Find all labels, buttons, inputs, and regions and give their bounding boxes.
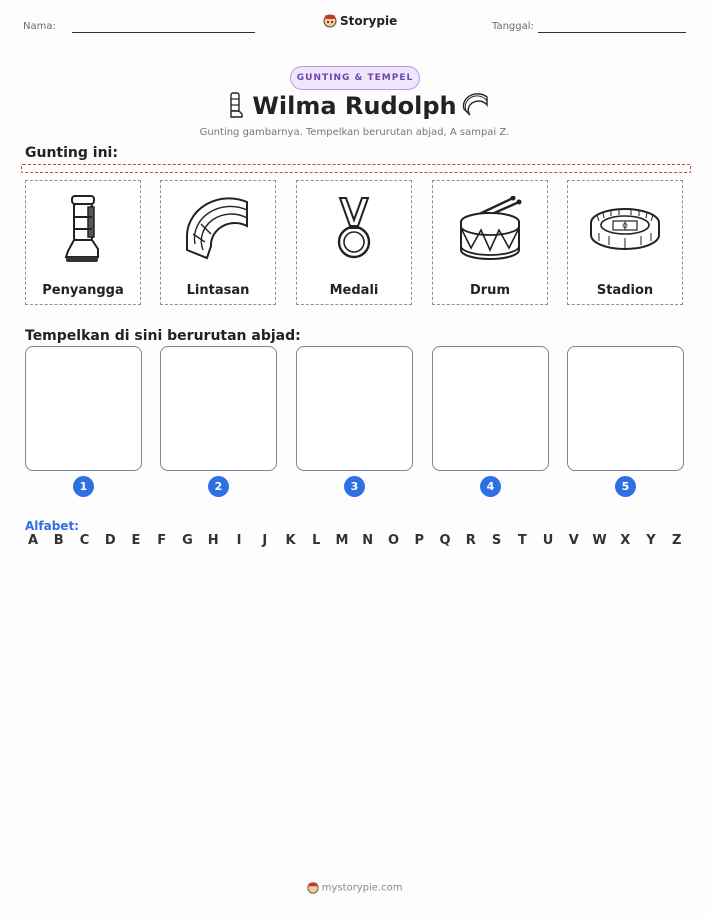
storypie-mascot-icon — [307, 882, 319, 894]
cut-card-stadion[interactable] — [567, 180, 683, 305]
alphabet-letter: O — [387, 533, 400, 548]
alphabet-letter: S — [491, 533, 502, 548]
alphabet-letter: A — [27, 533, 39, 548]
alphabet-letter: K — [285, 533, 296, 548]
paste-slot-1[interactable] — [25, 346, 142, 471]
paste-section-label: Tempelkan di sini berurutan abjad: — [25, 328, 301, 344]
alphabet-letter: V — [568, 533, 579, 548]
slot-number-5: 5 — [615, 476, 636, 497]
alphabet-letter: M — [335, 533, 349, 548]
card-label: Stadion — [596, 283, 654, 298]
alphabet-label: Alfabet: — [25, 519, 79, 533]
medal-icon — [334, 194, 374, 264]
card-label: Penyangga — [42, 283, 124, 298]
alphabet-letter: P — [414, 533, 425, 548]
slot-number-3: 3 — [344, 476, 365, 497]
date-line[interactable] — [538, 32, 686, 33]
alphabet-letter: J — [262, 533, 268, 548]
brand-name: Storypie — [340, 14, 398, 28]
brand-logo — [323, 14, 397, 28]
cut-line — [21, 164, 691, 173]
card-label: Drum — [469, 283, 510, 298]
alphabet-letter: C — [79, 533, 90, 548]
stadium-icon — [589, 201, 661, 257]
paste-slot-4[interactable] — [432, 346, 549, 471]
cut-card-drum[interactable] — [432, 180, 548, 305]
storypie-mascot-icon — [323, 14, 337, 28]
cut-card-lintasan[interactable] — [160, 180, 276, 305]
slot-number-4: 4 — [480, 476, 501, 497]
alphabet-letter: Q — [439, 533, 451, 548]
cut-section-label: Gunting ini: — [25, 145, 118, 161]
alphabet-letter: U — [542, 533, 554, 548]
footer-url[interactable]: mystorypie.com — [321, 882, 403, 894]
cut-card-penyangga[interactable] — [25, 180, 141, 305]
card-label: Medali — [329, 283, 379, 298]
instructions: Gunting gambarnya. Tempelkan berurutan abjad, A sampai Z. — [199, 127, 510, 138]
alphabet-letter: R — [465, 533, 476, 548]
alphabet-letter: X — [620, 533, 631, 548]
alphabet-letter: B — [53, 533, 64, 548]
slot-number-2: 2 — [208, 476, 229, 497]
paste-slot-3[interactable] — [296, 346, 413, 471]
paste-slot-2[interactable] — [160, 346, 277, 471]
drum-icon — [455, 196, 525, 262]
alphabet-letter: D — [104, 533, 116, 548]
alphabet-letter: H — [207, 533, 219, 548]
name-label: Nama: — [23, 21, 56, 32]
alphabet-letter: I — [236, 533, 242, 548]
race-track-icon — [461, 93, 489, 121]
alphabet-letter: F — [157, 533, 167, 548]
activity-tag: GUNTING & TEMPEL — [290, 66, 420, 90]
alphabet-row — [25, 533, 685, 548]
paste-slot-5[interactable] — [567, 346, 684, 471]
alphabet-letter: N — [362, 533, 374, 548]
alphabet-letter: T — [517, 533, 527, 548]
slot-number-1: 1 — [73, 476, 94, 497]
alphabet-letter: E — [131, 533, 141, 548]
date-label: Tanggal: — [492, 21, 534, 32]
page-title: Wilma Rudolph — [252, 92, 457, 120]
alphabet-letter: Y — [646, 533, 656, 548]
name-line[interactable] — [72, 32, 255, 33]
card-label: Lintasan — [186, 283, 250, 298]
alphabet-letter: G — [182, 533, 193, 548]
alphabet-letter: Z — [672, 533, 682, 548]
alphabet-letter: W — [592, 533, 607, 548]
leg-brace-icon — [58, 193, 108, 265]
footer — [0, 882, 709, 894]
race-track-icon — [183, 194, 253, 264]
alphabet-letter: L — [312, 533, 321, 548]
cut-card-medali[interactable] — [296, 180, 412, 305]
